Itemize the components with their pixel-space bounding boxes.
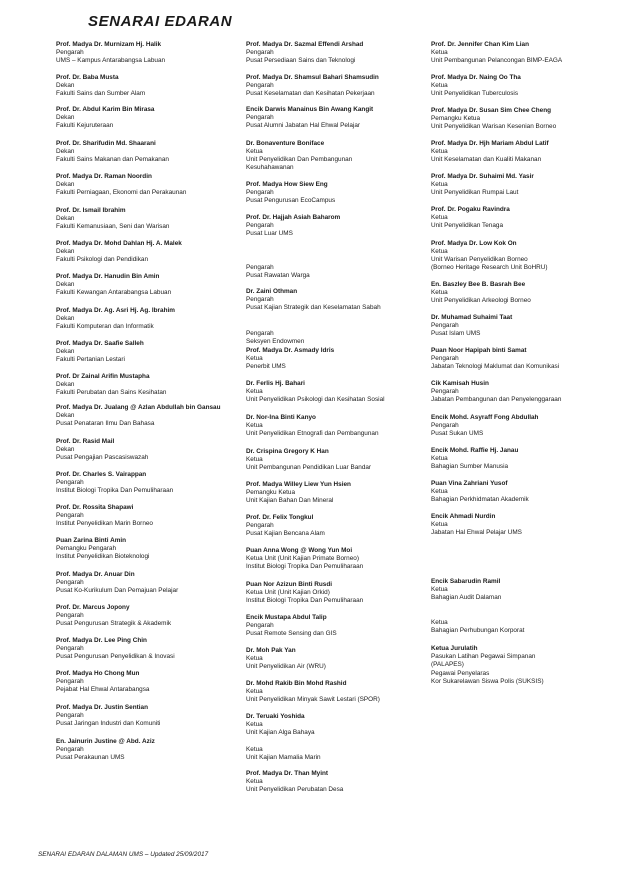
entry-line: Pusat Remote Sensing dan GIS [246, 630, 337, 638]
distribution-entry [56, 704, 241, 728]
entry-line: Ketua [246, 721, 263, 729]
entry-line: Fakulti Perubatan dan Sains Kesihatan [56, 389, 167, 397]
document-footer: SENARAI EDARAN DALAMAN UMS – Updated 25/09/2017 [38, 851, 209, 858]
entry-line: Unit Pembangunan Pelancongan BIMP-EAGA [431, 57, 563, 65]
entry-line: Institut Penyelidikan Marin Borneo [56, 520, 153, 528]
distribution-entry [246, 214, 431, 238]
entry-name: Prof. Madya Dr. Ag. Asri Hj. Ag. Ibrahim [56, 307, 175, 314]
entry-line: Pengarah [246, 222, 274, 230]
distribution-entry [431, 240, 616, 272]
entry-name: Dr. Ferlis Hj. Bahari [246, 380, 305, 387]
entry-name: Prof. Madya Dr. Susan Sim Chee Cheng [431, 107, 552, 114]
entry-line: Pusat Penataran Ilmu Dan Bahasa [56, 420, 155, 428]
entry-line: Unit Warisan Penyelidikan Borneo [431, 256, 528, 264]
distribution-entry [56, 537, 241, 561]
entry-name: Ketua Jurulatih [431, 645, 478, 652]
distribution-entry [431, 619, 616, 635]
entry-line: Unit Kajian Mamalia Marin [246, 754, 321, 762]
entry-line: Pusat Ko-Kurikulum Dan Pemajuan Pelajar [56, 587, 179, 595]
entry-line: Fakulti Sains Makanan dan Pemakanan [56, 156, 169, 164]
distribution-entry [56, 571, 241, 595]
distribution-entry [246, 181, 431, 205]
distribution-entry [246, 74, 431, 98]
distribution-entry [56, 504, 241, 528]
entry-name: Prof. Madya Dr. Low Kok On [431, 240, 517, 247]
entry-name: Prof. Madya Dr. Justin Sentian [56, 704, 148, 711]
distribution-entry [431, 414, 616, 438]
entry-name: Prof. Dr. Hajjah Asiah Baharom [246, 214, 341, 221]
distribution-entry [431, 347, 616, 371]
entry-name: Prof. Madya Dr. Hanudin Bin Amin [56, 273, 160, 280]
distribution-entry [56, 307, 241, 331]
distribution-entry [431, 281, 616, 305]
entry-name: Dr. Crispina Gregory K Han [246, 448, 329, 455]
entry-line: Dekan [56, 148, 75, 156]
entry-line: Ketua [431, 586, 448, 594]
entry-name: Dr. Zaini Othman [246, 288, 298, 295]
entry-name: Puan Nor Azizun Binti Rusdi [246, 581, 333, 588]
entry-line: Pusat Pengurusan EcoCampus [246, 197, 336, 205]
entry-line: Pengarah [246, 49, 274, 57]
entry-name: Puan Noor Hapipah binti Samat [431, 347, 527, 354]
entry-line: Unit Penyelidikan Minyak Sawit Lestari (SPOR) [246, 696, 380, 704]
entry-name: Puan Zarina Binti Amin [56, 537, 127, 544]
entry-name: Prof. Madya Dr. Asmady Idris [246, 347, 335, 354]
entry-line: Pusat Pengurusan Strategik & Akademik [56, 620, 172, 628]
distribution-entry [56, 173, 241, 197]
entry-line: Pengarah [246, 622, 274, 630]
distribution-entry [56, 373, 241, 397]
distribution-entry [56, 240, 241, 264]
entry-name: En. Jainurin Justine @ Abd. Aziz [56, 738, 155, 745]
entry-line: Kor Sukarelawan Siswa Polis (SUKSIS) [431, 678, 544, 686]
entry-name: Prof. Madya Dr. Lee Ping Chin [56, 637, 147, 644]
entry-line: Pegawai Penyelaras [431, 670, 490, 677]
entry-line: Dekan [56, 446, 75, 454]
entry-name: Prof. Madya Dr. Saafie Salleh [56, 340, 144, 347]
entry-line: Dekan [56, 215, 75, 223]
entry-line: Ketua [246, 148, 263, 156]
entry-line: Unit Kajian Alga Bahaya [246, 729, 315, 737]
entry-name: Cik Kamisah Husin [431, 380, 489, 387]
entry-line: UMS – Kampus Antarabangsa Labuan [56, 57, 166, 65]
entry-line: Unit Penyelidikan Perubatan Desa [246, 786, 344, 794]
distribution-entry [431, 107, 616, 131]
entry-line: Ketua [431, 521, 448, 529]
distribution-entry [246, 322, 431, 346]
entry-line: Fakulti Kewangan Antarabangsa Labuan [56, 289, 172, 297]
entry-line: Fakulti Kejuruteraan [56, 122, 114, 130]
entry-line: Pasukan Latihan Pegawai Simpanan [431, 653, 536, 661]
entry-line: Pusat Alumni Jabatan Hal Ehwal Pelajar [246, 122, 361, 130]
distribution-entry [56, 207, 241, 231]
entry-name: Prof. Dr. Baba Musta [56, 74, 119, 81]
entry-line: Unit Penyelidikan Tuberculosis [431, 90, 519, 98]
entry-name: Encik Ahmadi Nurdin [431, 513, 496, 520]
entry-line: Pengarah [246, 522, 274, 530]
entry-line: Pengarah [246, 114, 274, 122]
entry-line: Pengarah [56, 612, 84, 620]
distribution-entry [431, 41, 616, 65]
entry-line: Pengarah [56, 746, 84, 754]
distribution-entry [56, 738, 241, 762]
entry-line: Pejabat Hal Ehwal Antarabangsa [56, 686, 150, 694]
distribution-entry [56, 74, 241, 98]
distribution-entry [246, 581, 431, 605]
entry-line: Ketua [431, 488, 448, 496]
distribution-entry [56, 637, 241, 661]
entry-line: Pengarah [56, 579, 84, 587]
entry-line: Penerbit UMS [246, 363, 286, 371]
entry-name: Prof. Madya Dr. Naing Oo Tha [431, 74, 521, 81]
entry-line: Jabatan Hal Ehwal Pelajar UMS [431, 529, 522, 537]
distribution-entry [56, 340, 241, 364]
entry-line: Unit Penyelidikan Air (WRU) [246, 663, 326, 671]
entry-name: En. Baszley Bee B. Basrah Bee [431, 281, 526, 288]
entry-line: Pengarah [246, 189, 274, 197]
entry-line: Jabatan Teknologi Maklumat dan Komunikasi [431, 363, 560, 371]
document-title: SENARAI EDARAN [88, 13, 233, 30]
distribution-entry [246, 414, 431, 438]
entry-name: Prof. Madya Dr. Raman Noordin [56, 173, 152, 180]
distribution-entry [246, 746, 431, 762]
entry-line: Pemangku Pengarah [56, 545, 117, 553]
entry-name: Prof. Madya Dr. Mohd Dahlan Hj. A. Malek [56, 240, 182, 247]
entry-line: Pusat Pengurusan Penyelidikan & Inovasi [56, 653, 175, 661]
entry-line: Unit Penyelidikan Tenaga [431, 222, 504, 230]
distribution-entry [246, 713, 431, 737]
entry-line: Seksyen Endowmen [246, 338, 305, 346]
distribution-entry [246, 647, 431, 671]
entry-name: Prof. Dr. Ismail Ibrahim [56, 207, 126, 214]
entry-name: Prof. Madya Dr. Sazmal Effendi Arshad [246, 41, 364, 48]
entry-name: Encik Darwis Manainus Bin Awang Kangit [246, 106, 374, 113]
distribution-entry [246, 380, 431, 404]
entry-line: Pengarah [56, 678, 84, 686]
distribution-entry [246, 547, 431, 571]
distribution-entry [431, 447, 616, 471]
entry-line: Ketua [431, 619, 448, 626]
entry-name: Dr. Nor-Ina Binti Kanyo [246, 414, 316, 421]
entry-line: Pusat Pengajian Pascasiswazah [56, 454, 149, 462]
distribution-entry [56, 41, 241, 65]
entry-line: Unit Keselamatan dan Kualiti Makanan [431, 156, 542, 164]
entry-line: Unit Penyelidikan Psikologi dan Kesihatan Sosial [246, 396, 385, 404]
entry-line: Pengarah [431, 388, 459, 396]
entry-line: Ketua [246, 746, 263, 753]
distribution-entry [246, 347, 431, 371]
entry-line: Pusat Persediaan Sains dan Teknologi [246, 57, 356, 65]
entry-line: Pemangku Ketua [246, 489, 296, 497]
entry-name: Prof. Madya Dr. Than Myint [246, 770, 329, 777]
distribution-entry [246, 106, 431, 130]
entry-name: Prof. Madya Ho Chong Mun [56, 670, 140, 677]
entry-line: Kesuhahawanan [246, 164, 294, 172]
entry-name: Dr. Muhamad Suhaimi Taat [431, 314, 513, 321]
entry-name: Prof. Madya Dr. Hjh Mariam Abdul Latif [431, 140, 549, 147]
entry-name: Prof. Madya Dr. Anuar Din [56, 571, 135, 578]
entry-line: Institut Biologi Tropika Dan Pemuliharaan [246, 563, 364, 571]
entry-line: Unit Penyelidikan Warisan Kesenian Borneo [431, 123, 557, 131]
distribution-entry [431, 513, 616, 537]
entry-line: Ketua [246, 388, 263, 396]
entry-line: Unit Kajian Bahan Dan Mineral [246, 497, 334, 505]
entry-name: Prof. Madya Dr. Shamsul Bahari Shamsudin [246, 74, 379, 81]
entry-name: Prof. Dr. Abdul Karim Bin Mirasa [56, 106, 155, 113]
entry-name: Encik Mustapa Abdul Talip [246, 614, 327, 621]
entry-name: Encik Mohd. Asyraff Fong Abdullah [431, 414, 539, 421]
entry-line: Pengarah [56, 479, 84, 487]
distribution-entry [56, 273, 241, 297]
entry-line: Pusat Islam UMS [431, 330, 481, 338]
distribution-entry [246, 514, 431, 538]
entry-name: Prof. Madya How Siew Eng [246, 181, 328, 188]
entry-line: Bahagian Perhubungan Korporat [431, 627, 525, 635]
distribution-entry [431, 140, 616, 164]
distribution-entry [246, 41, 431, 65]
distribution-entry [431, 74, 616, 98]
distribution-entry [431, 206, 616, 230]
entry-line: Pengarah [246, 82, 274, 90]
entry-line: Ketua [246, 422, 263, 430]
entry-line: Ketua [431, 248, 448, 256]
entry-name: Dr. Moh Pak Yan [246, 647, 296, 654]
entry-line: Dekan [56, 381, 75, 389]
entry-name: Prof. Dr. Jennifer Chan Kim Lian [431, 41, 530, 48]
entry-line: Institut Biologi Tropika Dan Pemuliharaan [56, 487, 174, 495]
entry-name: Puan Anna Wong @ Wong Yun Moi [246, 547, 353, 554]
entry-line: Ketua [246, 355, 263, 363]
entry-name: Prof. Dr. Rossita Shapawi [56, 504, 134, 511]
entry-line: Unit Penyelidikan Dan Pembangunan [246, 156, 353, 164]
entry-line: Pengarah [431, 322, 459, 330]
entry-line: Ketua Unit (Unit Kajian Primate Borneo) [246, 555, 359, 563]
entry-name: Prof. Madya Dr. Suhaimi Md. Yasir [431, 173, 534, 180]
entry-line: Pengarah [246, 296, 274, 304]
entry-line: Bahagian Audit Dalaman [431, 594, 502, 602]
entry-name: Prof. Dr. Charles S. Vairappan [56, 471, 147, 478]
entry-line: Pusat Jaringan Industri dan Komuniti [56, 720, 161, 728]
entry-name: Prof. Madya Dr. Murnizam Hj. Halik [56, 41, 162, 48]
entry-line: Dekan [56, 315, 75, 323]
entry-line: Unit Penyelidikan Etnografi dan Pembangunan [246, 430, 379, 438]
entry-line: Pusat Luar UMS [246, 230, 293, 238]
distribution-entry [246, 140, 431, 172]
distribution-entry [56, 404, 241, 428]
entry-line: Unit Penyelidikan Arkeologi Borneo [431, 297, 531, 305]
entry-line: Ketua [431, 289, 448, 297]
entry-name: Prof. Dr. Felix Tongkul [246, 514, 314, 521]
entry-line: Ketua [431, 148, 448, 156]
entry-line: Pengarah [431, 355, 459, 363]
entry-name: Prof. Dr. Rasid Mail [56, 438, 115, 445]
entry-line: Dekan [56, 248, 75, 256]
entry-line: Pengarah [56, 645, 84, 653]
entry-line: Pusat Sukan UMS [431, 430, 484, 438]
entry-line: Institut Biologi Tropika Dan Pemuliharaan [246, 597, 364, 605]
entry-line: Ketua [431, 181, 448, 189]
entry-line: Pengarah [246, 330, 274, 338]
entry-line: Ketua [431, 214, 448, 222]
entry-line: Pusat Kajian Strategik dan Keselamatan Sabah [246, 304, 381, 312]
distribution-entry [246, 288, 431, 312]
distribution-entry [431, 670, 616, 686]
entry-line [246, 256, 431, 264]
entry-line: (Borneo Heritage Research Unit BoHRU) [431, 264, 548, 272]
entry-name: Prof. Madya Willey Liew Yun Hsien [246, 481, 351, 488]
entry-name: Prof. Dr. Pogaku Ravindra [431, 206, 510, 213]
entry-line: Dekan [56, 348, 75, 356]
entry-line: Ketua [246, 456, 263, 464]
distribution-entry [246, 770, 431, 794]
distribution-entry [246, 256, 431, 280]
entry-line: Fakulti Perniagaan, Ekonomi dan Perakaunan [56, 189, 187, 197]
entry-line: Dekan [56, 82, 75, 90]
entry-name: Encik Mohd. Raffie Hj. Janau [431, 447, 519, 454]
distribution-entry [431, 173, 616, 197]
entry-line: Fakulti Pertanian Lestari [56, 356, 125, 364]
distribution-entry [431, 480, 616, 504]
entry-line: Ketua [431, 82, 448, 90]
entry-name: Encik Sabarudin Ramil [431, 578, 501, 585]
distribution-entry [246, 680, 431, 704]
entry-name: Dr. Teruaki Yoshida [246, 713, 305, 720]
distribution-entry [56, 438, 241, 462]
entry-line: Pengarah [56, 712, 84, 720]
entry-line: Bahagian Sumber Manusia [431, 463, 509, 471]
distribution-entry [56, 106, 241, 130]
entry-line: Pengarah [56, 512, 84, 520]
entry-line [246, 322, 431, 330]
distribution-entry [56, 670, 241, 694]
entry-line: Ketua [246, 655, 263, 663]
entry-line: Pengarah [246, 264, 274, 272]
entry-name: Prof. Dr Zainal Arifin Mustapha [56, 373, 150, 380]
entry-line: Unit Pembangunan Pendidikan Luar Bandar [246, 464, 372, 472]
entry-line: Institut Penyelidikan Bioteknologi [56, 553, 150, 561]
distribution-entry [431, 645, 616, 669]
entry-name: Prof. Dr. Sharifudin Md. Shaarani [56, 140, 156, 147]
entry-line: Pengarah [56, 49, 84, 57]
entry-line: Pemangku Ketua [431, 115, 481, 123]
entry-line: Ketua Unit (Unit Kajian Orkid) [246, 589, 330, 597]
distribution-entry [246, 448, 431, 472]
entry-line: Ketua [431, 49, 448, 57]
entry-line: Pengarah [431, 422, 459, 430]
entry-line: Pusat Kajian Bencana Alam [246, 530, 325, 538]
entry-line: Jabatan Pembangunan dan Penyelenggaraan [431, 396, 562, 404]
entry-line: Ketua [431, 455, 448, 463]
distribution-entry [431, 578, 616, 602]
entry-name: Dr. Bonaventure Boniface [246, 140, 325, 147]
entry-line: Dekan [56, 114, 75, 122]
entry-line: Dekan [56, 181, 75, 189]
distribution-entry [431, 314, 616, 338]
entry-line: Dekan [56, 412, 75, 420]
entry-line: (PALAPES) [431, 661, 464, 669]
entry-line: Fakulti Sains dan Sumber Alam [56, 90, 146, 98]
entry-line: Pusat Keselamatan dan Kesihatan Pekerjaan [246, 90, 375, 98]
entry-line: Pusat Perakaunan UMS [56, 754, 125, 762]
entry-line: Fakulti Kemanusiaan, Seni dan Warisan [56, 223, 170, 231]
distribution-entry [56, 140, 241, 164]
entry-name: Dr. Mohd Rakib Bin Mohd Rashid [246, 680, 347, 687]
entry-line: Fakulti Komputeran dan Informatik [56, 323, 154, 331]
distribution-entry [56, 604, 241, 628]
distribution-entry [431, 380, 616, 404]
entry-name: Prof. Madya Dr. Jualang @ Azlan Abdullah bin Gansau [56, 404, 221, 411]
entry-name: Prof. Dr. Marcus Jopony [56, 604, 130, 611]
entry-line: Dekan [56, 281, 75, 289]
entry-name: Puan Vina Zahriani Yusof [431, 480, 508, 487]
entry-line: Ketua [246, 688, 263, 696]
entry-line: Unit Penyelidikan Rumpai Laut [431, 189, 519, 197]
distribution-entry [56, 471, 241, 495]
distribution-entry [246, 481, 431, 505]
entry-line: Ketua [246, 778, 263, 786]
entry-line: Pusat Rawatan Warga [246, 272, 310, 280]
distribution-entry [246, 614, 431, 638]
entry-line: Fakulti Psikologi dan Pendidikan [56, 256, 149, 264]
entry-line: Bahagian Perkhidmatan Akademik [431, 496, 529, 504]
